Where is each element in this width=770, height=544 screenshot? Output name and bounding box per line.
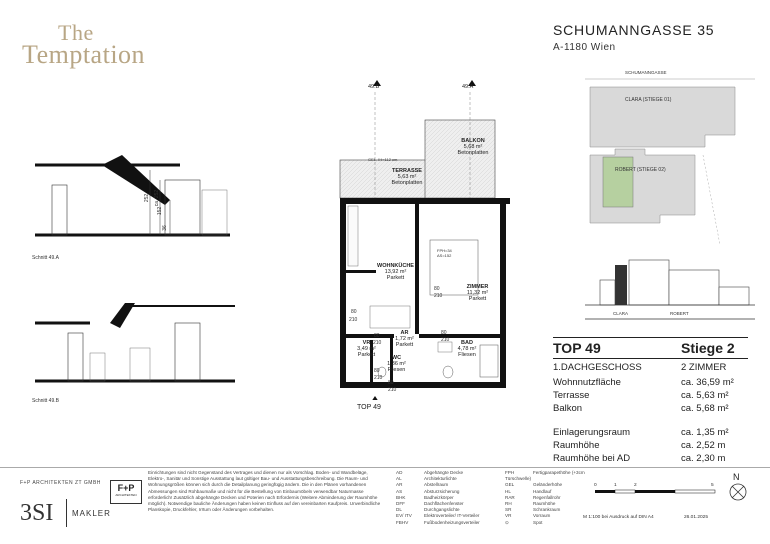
door-dim-5a: 80 xyxy=(374,368,380,374)
schnitt-a-label: Schnitt 49.A xyxy=(32,255,59,261)
disclaimer: Einrichtungen sind nicht Gegenstand des Vertrages und dienen nur als Vorschlag. Boden- und Wandbeläge, Elektro-, Sanitär und Sonstige Ausstattung laut gültiger Bau- und Ausstattungsbeschreibung. Die Raum- und Wohnungsgrößen können sich durch die Detailplanung geringfügig ändern. Die in den Plänen vorhandenen Abmessungen sind Rohbaumaße und nicht für die Bestellung von Einbaumöbeln verwendbar Naturmasse erforderlich! Zusätzlich abgehängte Decken und Poterien nach Erfordernis (Weitere Abminderung der Raumhöhe möglich). Notwendige bauliche Änderungen haben keinen Einfluss auf den vereinbarten Kaufpreis. Unverbindliche Planskopie, Druckfehler, Irrtum oder Änderungen vorbehalten. xyxy=(148,470,381,513)
logo-3si: 3SI xyxy=(20,500,54,526)
door-dim-1a: 80 xyxy=(434,286,440,292)
scale-note: M 1:100 bei Ausdruck auf DIN A4 xyxy=(583,515,654,520)
bottom-wall xyxy=(340,382,506,388)
door-dim-1b: 210 xyxy=(434,293,443,299)
wc-label: WC 1,36 m² Fliesen xyxy=(387,355,406,373)
stiege: Stiege 2 xyxy=(681,340,735,356)
door-dim-5b: 210 xyxy=(374,375,383,381)
bad-label: BAD 4,78 m² Fliesen xyxy=(457,340,477,358)
raumhoehe-ad-value: ca. 2,30 m xyxy=(681,453,726,464)
door-dim-4a: 80 xyxy=(441,330,447,336)
door-dim-6a: 80 xyxy=(388,380,394,386)
dim-a-3: 152 xyxy=(157,206,164,216)
north-label: N xyxy=(733,472,740,482)
vr-label: VR 3,49 m² Parkett xyxy=(357,340,376,358)
brand-line-2: Temptation xyxy=(22,40,146,69)
dining-table xyxy=(370,306,410,328)
top-wall xyxy=(340,198,510,204)
schnitt-b-label: Schnitt 49.B xyxy=(32,398,59,404)
sink xyxy=(438,342,452,352)
dim-a-4: 36 xyxy=(161,225,168,231)
brand-line-1: The xyxy=(58,20,94,45)
architect-name: F+P ARCHITEKTEN ZT GMBH xyxy=(20,480,101,486)
balkon-row-label: Balkon xyxy=(553,403,583,414)
entrance-arrow xyxy=(371,396,379,400)
top-number: TOP 49 xyxy=(553,340,601,356)
einlagerungsraum-value: ca. 1,35 m² xyxy=(681,427,729,438)
door-dim-3a: 80 xyxy=(374,333,380,339)
scale-bar xyxy=(590,480,720,500)
fp-logo-sub: ARCHITEKTEN xyxy=(115,493,137,497)
entrance-label: TOP 49 xyxy=(357,404,381,411)
raumhoehe-value: ca. 2,52 m xyxy=(681,440,726,451)
zimmer-label: ZIMMER 11,32 m² Parkett xyxy=(466,284,489,302)
section-marker-b: 49.B xyxy=(368,84,380,90)
terrasse-label: TERRASSE 5,63 m² Betonplatten xyxy=(391,168,423,186)
divider-top xyxy=(553,337,748,338)
einlagerungsraum-label: Einlagerungsraum xyxy=(553,427,631,438)
footer-divider xyxy=(0,467,770,468)
legend-col-1: AD Abgehängte Decke AL Architekturlichte AR Abstellraum AS Absturzsicherung BHK Badheizkörper DFF Dachflächenfenster DL Durchgangslichte EV/ ITV Elektroverteiler/ IT-Verteiler FBHV Fußbodenheizungsverteiler xyxy=(396,470,480,525)
wohnkueche-label: WOHNKÜCHE 13,92 m² Parkett xyxy=(377,263,414,281)
address-city: A-1180 Wien xyxy=(553,42,616,53)
elev-label-robert: ROBERT xyxy=(670,311,689,316)
building-clara-label: CLARA (STIEGE 01) xyxy=(625,97,672,103)
scale-tick-2: 2 xyxy=(634,483,637,488)
door-dim-2a: 80 xyxy=(351,309,357,315)
scale-tick-1: 1 xyxy=(614,483,617,488)
fp-logo xyxy=(110,480,142,504)
elevation xyxy=(585,260,755,319)
dim-a-1: 252 xyxy=(144,193,151,203)
logo-divider xyxy=(66,499,67,527)
room-count: 2 ZIMMER xyxy=(681,362,727,373)
divider-mid xyxy=(553,358,748,359)
scale-tick-5: 5 xyxy=(711,483,714,488)
building-clara xyxy=(590,87,735,147)
site-plan xyxy=(585,65,755,330)
address-street: SCHUMANNGASSE 35 xyxy=(553,22,715,38)
raumhoehe-label: Raumhöhe xyxy=(553,440,600,451)
plan-date: 26.01.2025 xyxy=(684,515,709,520)
raumhoehe-ad-label: Raumhöhe bei AD xyxy=(553,453,631,464)
floor-name: 1.DACHGESCHOSS xyxy=(553,362,642,373)
balcony-area xyxy=(425,120,495,198)
terrasse-row-value: ca. 5,63 m² xyxy=(681,390,729,401)
balkon-label: BALKON 5,68 m² Betonplatten xyxy=(457,138,489,156)
kitchen-counter xyxy=(348,206,358,266)
balkon-row-value: ca. 5,68 m² xyxy=(681,403,729,414)
fp-logo-text: F+P xyxy=(117,483,135,493)
building-robert-label: ROBERT (STIEGE 02) xyxy=(615,167,666,173)
logo-makler: MAKLER xyxy=(72,509,111,518)
street-label: SCHUMANNGASSE xyxy=(625,70,667,75)
toilet-bath xyxy=(443,366,453,378)
door-dim-2b: 210 xyxy=(349,317,358,323)
section-marker-a: 49.A xyxy=(462,84,474,90)
door-dim-4b: 210 xyxy=(441,337,450,343)
gel-note: GEL. IH=112 cm xyxy=(368,157,398,162)
shower xyxy=(480,345,498,377)
left-wall xyxy=(340,198,346,388)
door-dim-3b: 210 xyxy=(373,340,382,346)
right-wall xyxy=(500,198,506,388)
section-b-drawing xyxy=(30,298,240,393)
wohnnutzflaeche-label: Wohnnutzfläche xyxy=(553,377,621,388)
door-dim-6b: 210 xyxy=(388,387,397,393)
elev-label-clara: CLARA xyxy=(613,311,629,316)
north-arrow-icon xyxy=(728,482,748,502)
dim-a-2: ca. 252 xyxy=(154,189,161,207)
wohnnutzflaeche-value: ca. 36,59 m² xyxy=(681,377,734,388)
scale-tick-0: 0 xyxy=(594,483,597,488)
terrasse-row-label: Terrasse xyxy=(553,390,590,401)
section-a-drawing xyxy=(30,150,240,260)
ar-label: AR 1,72 m² Parkett xyxy=(395,330,414,348)
fph-note: FPH=34 AS=152 xyxy=(437,248,452,258)
unit-highlight xyxy=(603,157,633,207)
legend-col-2: FPH Fertigparapethöhe (+3cm Türschwelle) GEL Geländerhöhe HL Handlauf RAR Regenfallrohr RH Raumhöhe SR Schrankraum VR Vorraum ⊙ Spot xyxy=(505,470,585,525)
